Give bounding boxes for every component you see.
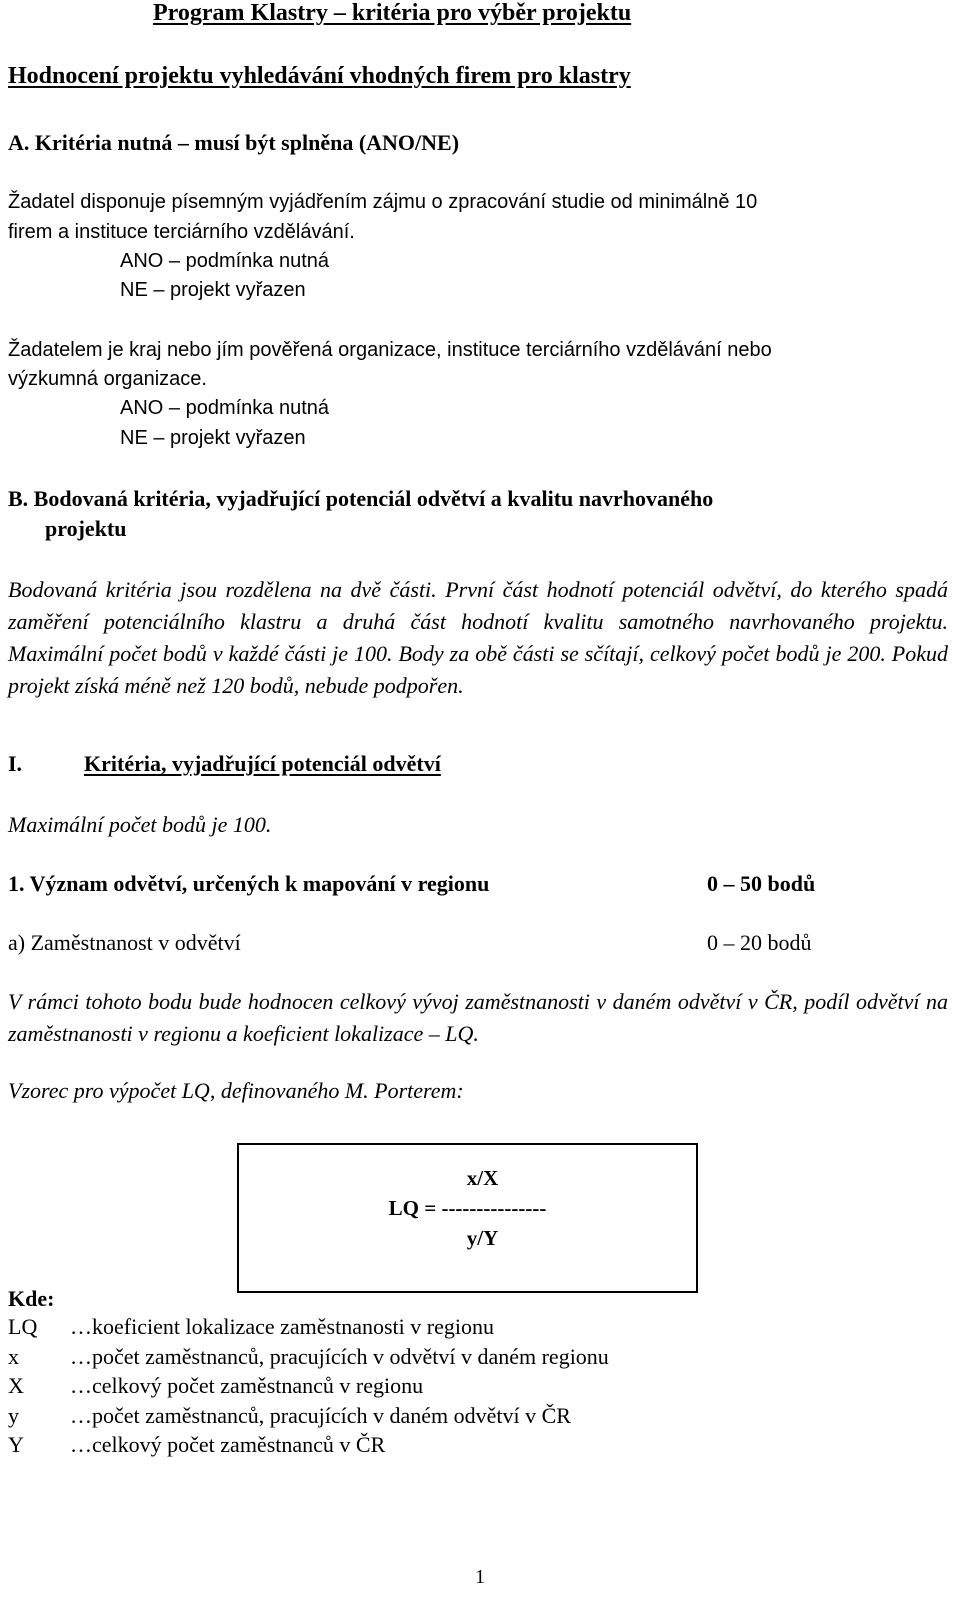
legend-desc-x: …počet zaměstnanců, pracujících v odvětví v daném regionu — [70, 1344, 609, 1369]
criterion-a1-no: NE – projekt vyřazen — [120, 279, 306, 301]
criterion-a2-line2: výzkumná organizace. — [8, 368, 207, 390]
document-subtitle: Hodnocení projektu vyhledávání vhodných firem pro klastry — [8, 63, 631, 89]
criterion-a1-line2: firem a instituce terciárního vzdělávání. — [8, 221, 355, 243]
criterion-1a-description: V rámci tohoto bodu bude hodnocen celkový vývoj zaměstnanosti v daném odvětví v ČR, podíl odvětví na zaměstnanosti v regionu a koeficient lokalizace – LQ. — [8, 989, 948, 1046]
section-b-heading-line2: projektu — [45, 516, 127, 541]
legend-desc-X: …celkový počet zaměstnanců v regionu — [70, 1373, 424, 1398]
formula-box — [237, 1143, 698, 1293]
section-i-numeral: I. — [8, 751, 23, 776]
legend-heading: Kde: — [8, 1286, 55, 1311]
criterion-a1-line1: Žadatel disponuje písemným vyjádřením zájmu o zpracování studie od minimálně 10 — [8, 191, 758, 213]
document-title: Program Klastry – kritéria pro výběr projektu — [153, 0, 632, 26]
formula-intro: Vzorec pro výpočet LQ, definovaného M. Porterem: — [8, 1078, 464, 1103]
formula-main: LQ = --------------- — [388, 1196, 547, 1220]
section-i-heading: Kritéria, vyjadřující potenciál odvětví — [84, 751, 441, 776]
legend-desc-lq: …koeficient lokalizace zaměstnanosti v regionu — [70, 1314, 494, 1339]
criterion-a1-yes: ANO – podmínka nutná — [120, 250, 330, 272]
legend-term-Y: Y — [8, 1432, 24, 1457]
criterion-1-points: 0 – 50 bodů — [707, 871, 816, 896]
legend-desc-Y: …celkový počet zaměstnanců v ČR — [70, 1432, 386, 1457]
page-number: 1 — [475, 1566, 485, 1588]
legend-term-x: x — [8, 1344, 19, 1369]
formula-numerator: x/X — [466, 1166, 499, 1190]
section-b-paragraph: Bodovaná kritéria jsou rozdělena na dvě části. První část hodnotí potenciál odvětví, do kterého spadá zaměření potenciálního klastru a druhá část hodnotí kvalitu samotného navrhovaného projektu. Maximální počet bodů v každé části je 100. Body za obě části se sčítají, celkový počet bodů je 200. Pokud projekt získá méně než 120 bodů, nebude podpořen. — [8, 577, 948, 698]
section-a-heading: A. Kritéria nutná – musí být splněna (ANO/NE) — [8, 130, 460, 155]
criterion-1a-label: a) Zaměstnanost v odvětví — [8, 930, 241, 955]
section-i-max-points: Maximální počet bodů je 100. — [8, 812, 272, 837]
formula-denominator: y/Y — [466, 1226, 499, 1250]
criterion-a2-line1: Žadatelem je kraj nebo jím pověřená organizace, instituce terciárního vzdělávání nebo — [8, 339, 772, 361]
criterion-1a-points: 0 – 20 bodů — [707, 930, 812, 955]
legend-term-X: X — [8, 1373, 24, 1398]
legend-desc-y: …počet zaměstnanců, pracujících v daném odvětví v ČR — [70, 1403, 571, 1428]
criterion-1-label: 1. Význam odvětví, určených k mapování v regionu — [8, 871, 490, 896]
criterion-a2-yes: ANO – podmínka nutná — [120, 397, 330, 419]
legend-term-y: y — [8, 1403, 19, 1428]
section-b-heading-line1: B. Bodovaná kritéria, vyjadřující potenciál odvětví a kvalitu navrhovaného — [8, 486, 714, 511]
legend-term-lq: LQ — [8, 1314, 38, 1339]
criterion-a2-no: NE – projekt vyřazen — [120, 427, 306, 449]
